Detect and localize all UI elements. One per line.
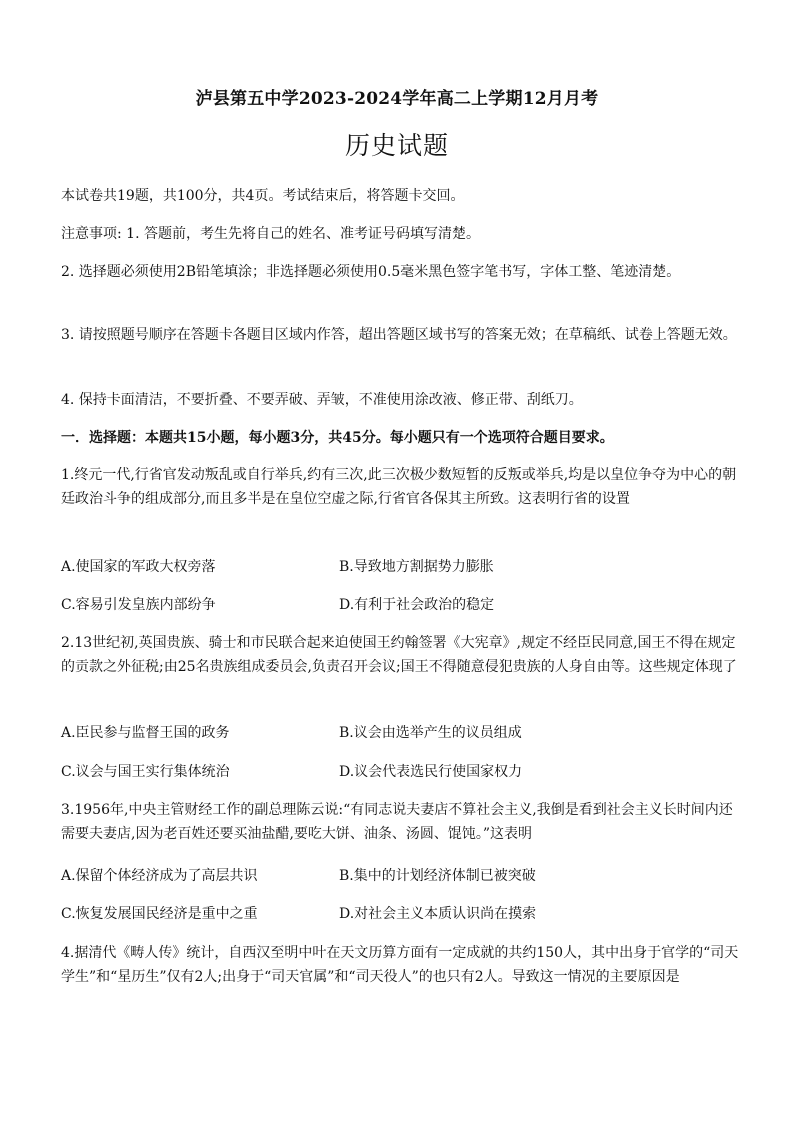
option-a: A.臣民参与监督王国的政务 — [61, 725, 230, 741]
option-d: D.对社会主义本质认识尚在摸索 — [339, 906, 537, 922]
option-c: C.容易引发皇族内部纷争 — [61, 597, 216, 613]
option-b: B.议会由选举产生的议员组成 — [339, 725, 522, 741]
exam-intro: 本试卷共19题，共100分，共4页。考试结束后，将答题卡交回。 — [61, 188, 465, 204]
school-exam-title: 泸县第五中学2023-2024学年高二上学期12月月考 — [195, 89, 599, 109]
option-d: D.有利于社会政治的稳定 — [339, 597, 495, 613]
notice-item-2: 2. 选择题必须使用2B铅笔填涂；非选择题必须使用0.5毫米黑色签字笔书写，字体工整、笔迹清楚。 — [61, 264, 681, 280]
question-stem: 1.终元一代,行省官发动叛乱或自行举兵,约有三次,此三次极少数短暂的反叛或举兵,均是以皇位争夺为中心的朝廷政治斗争的组成部分,而且多半是在皇位空虚之际,行省官各保其主所致。这表明行省的设置 — [61, 467, 737, 507]
question-stem: 2.13世纪初,英国贵族、骑士和市民联合起来迫使国王约翰签署《大宪章》,规定不经臣民同意,国王不得在规定的贡款之外征税;由25名贵族组成委员会,负责召开会议;国王不得随意侵犯贵族的人身自由等。这些规定体现了 — [61, 635, 737, 675]
notice-item-1: 注意事项: 1. 答题前，考生先将自己的姓名、准考证号码填写清楚。 — [61, 226, 480, 242]
option-d: D.议会代表选民行使国家权力 — [339, 764, 523, 780]
option-c: C.恢复发展国民经济是重中之重 — [61, 906, 258, 922]
option-a: A.使国家的军政大权旁落 — [61, 559, 216, 575]
notice-item-4: 4. 保持卡面清洁，不要折叠、不要弄破、弄皱，不准使用涂改液、修正带、刮纸刀。 — [61, 392, 583, 408]
subject-title: 历史试题 — [344, 131, 449, 160]
question-stem: 4.据清代《畴人传》统计，自西汉至明中叶在天文历算方面有一定成就的共约150人，其中出身于官学的“司天学生”和“星历生”仅有2人;出身于“司天官属”和“司天役人”的也只有2人。导致这一情况的主要原因是 — [61, 945, 739, 985]
option-b: B.集中的计划经济体制已被突破 — [339, 868, 536, 884]
option-b: B.导致地方割据势力膨胀 — [339, 559, 494, 575]
option-a: A.保留个体经济成为了高层共识 — [61, 868, 258, 884]
question-stem: 3.1956年,中央主管财经工作的副总理陈云说:“有同志说夫妻店不算社会主义,我倒是看到社会主义长时间内还需要夫妻店,因为老百姓还要买油盐醋,要吃大饼、油条、汤圆、馄饨。”这表明 — [61, 802, 733, 842]
option-c: C.议会与国王实行集体统治 — [61, 764, 230, 780]
section-heading: 一．选择题：本题共15小题，每小题3分，共45分。每小题只有一个选项符合题目要求。 — [61, 430, 614, 446]
notice-item-3: 3. 请按照题号顺序在答题卡各题目区域内作答，超出答题区域书写的答案无效；在草稿纸、试卷上答题无效。 — [61, 327, 737, 343]
